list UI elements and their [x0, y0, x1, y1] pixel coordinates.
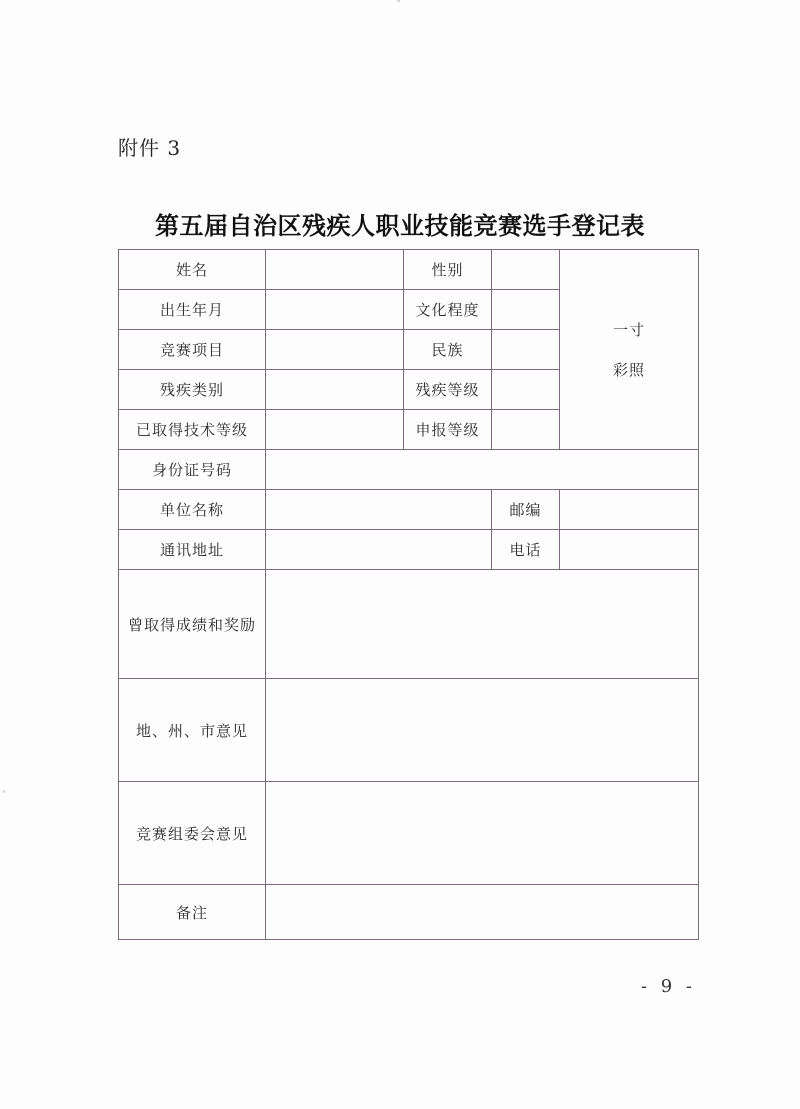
label-skill-level: 已取得技术等级: [119, 410, 266, 450]
page-title: 第五届自治区残疾人职业技能竞赛选手登记表: [155, 211, 645, 240]
table-row: [119, 490, 699, 530]
photo-type-label: 彩照: [612, 360, 645, 379]
field-id-number[interactable]: [266, 450, 699, 490]
field-employer[interactable]: [266, 490, 492, 530]
field-disability-type[interactable]: [266, 370, 404, 410]
photo-size-label: 一寸: [612, 320, 645, 339]
label-phone: 电话: [492, 530, 560, 570]
table-row: [119, 570, 699, 679]
scan-speck: [397, 0, 400, 2]
label-disability-level: 残疾等级: [404, 370, 492, 410]
label-remarks: 备注: [119, 885, 266, 940]
table-row: [119, 782, 699, 885]
label-id-number: 身份证号码: [119, 450, 266, 490]
label-disability-type: 残疾类别: [119, 370, 266, 410]
table-row: [119, 679, 699, 782]
label-committee-opinion: 竞赛组委会意见: [119, 782, 266, 885]
field-disability-level[interactable]: [492, 370, 560, 410]
field-birth[interactable]: [266, 290, 404, 330]
label-postcode: 邮编: [492, 490, 560, 530]
label-awards: 曾取得成绩和奖励: [119, 570, 266, 679]
attachment-label: 附件 3: [118, 136, 182, 160]
field-apply-level[interactable]: [492, 410, 560, 450]
label-birth: 出生年月: [119, 290, 266, 330]
field-skill-level[interactable]: [266, 410, 404, 450]
table-row: [119, 450, 699, 490]
label-event: 竞赛项目: [119, 330, 266, 370]
field-address[interactable]: [266, 530, 492, 570]
field-phone[interactable]: [560, 530, 699, 570]
field-education[interactable]: [492, 290, 560, 330]
label-education: 文化程度: [404, 290, 492, 330]
label-prefecture-opinion: 地、州、市意见: [119, 679, 266, 782]
scan-speck: [3, 790, 5, 793]
label-ethnicity: 民族: [404, 330, 492, 370]
label-employer: 单位名称: [119, 490, 266, 530]
page-number: - 9 -: [640, 976, 696, 997]
label-name: 姓名: [119, 250, 266, 290]
field-gender[interactable]: [492, 250, 560, 290]
label-address: 通讯地址: [119, 530, 266, 570]
table-row: [119, 885, 699, 940]
field-awards[interactable]: [266, 570, 699, 679]
field-name[interactable]: [266, 250, 404, 290]
field-committee-opinion[interactable]: [266, 782, 699, 885]
field-ethnicity[interactable]: [492, 330, 560, 370]
field-event[interactable]: [266, 330, 404, 370]
table-row: [119, 250, 699, 290]
table-row: [119, 530, 699, 570]
field-prefecture-opinion[interactable]: [266, 679, 699, 782]
registration-form-table: [118, 249, 699, 940]
field-postcode[interactable]: [560, 490, 699, 530]
label-apply-level: 申报等级: [404, 410, 492, 450]
label-gender: 性别: [404, 250, 492, 290]
photo-box[interactable]: [560, 250, 699, 450]
field-remarks[interactable]: [266, 885, 699, 940]
